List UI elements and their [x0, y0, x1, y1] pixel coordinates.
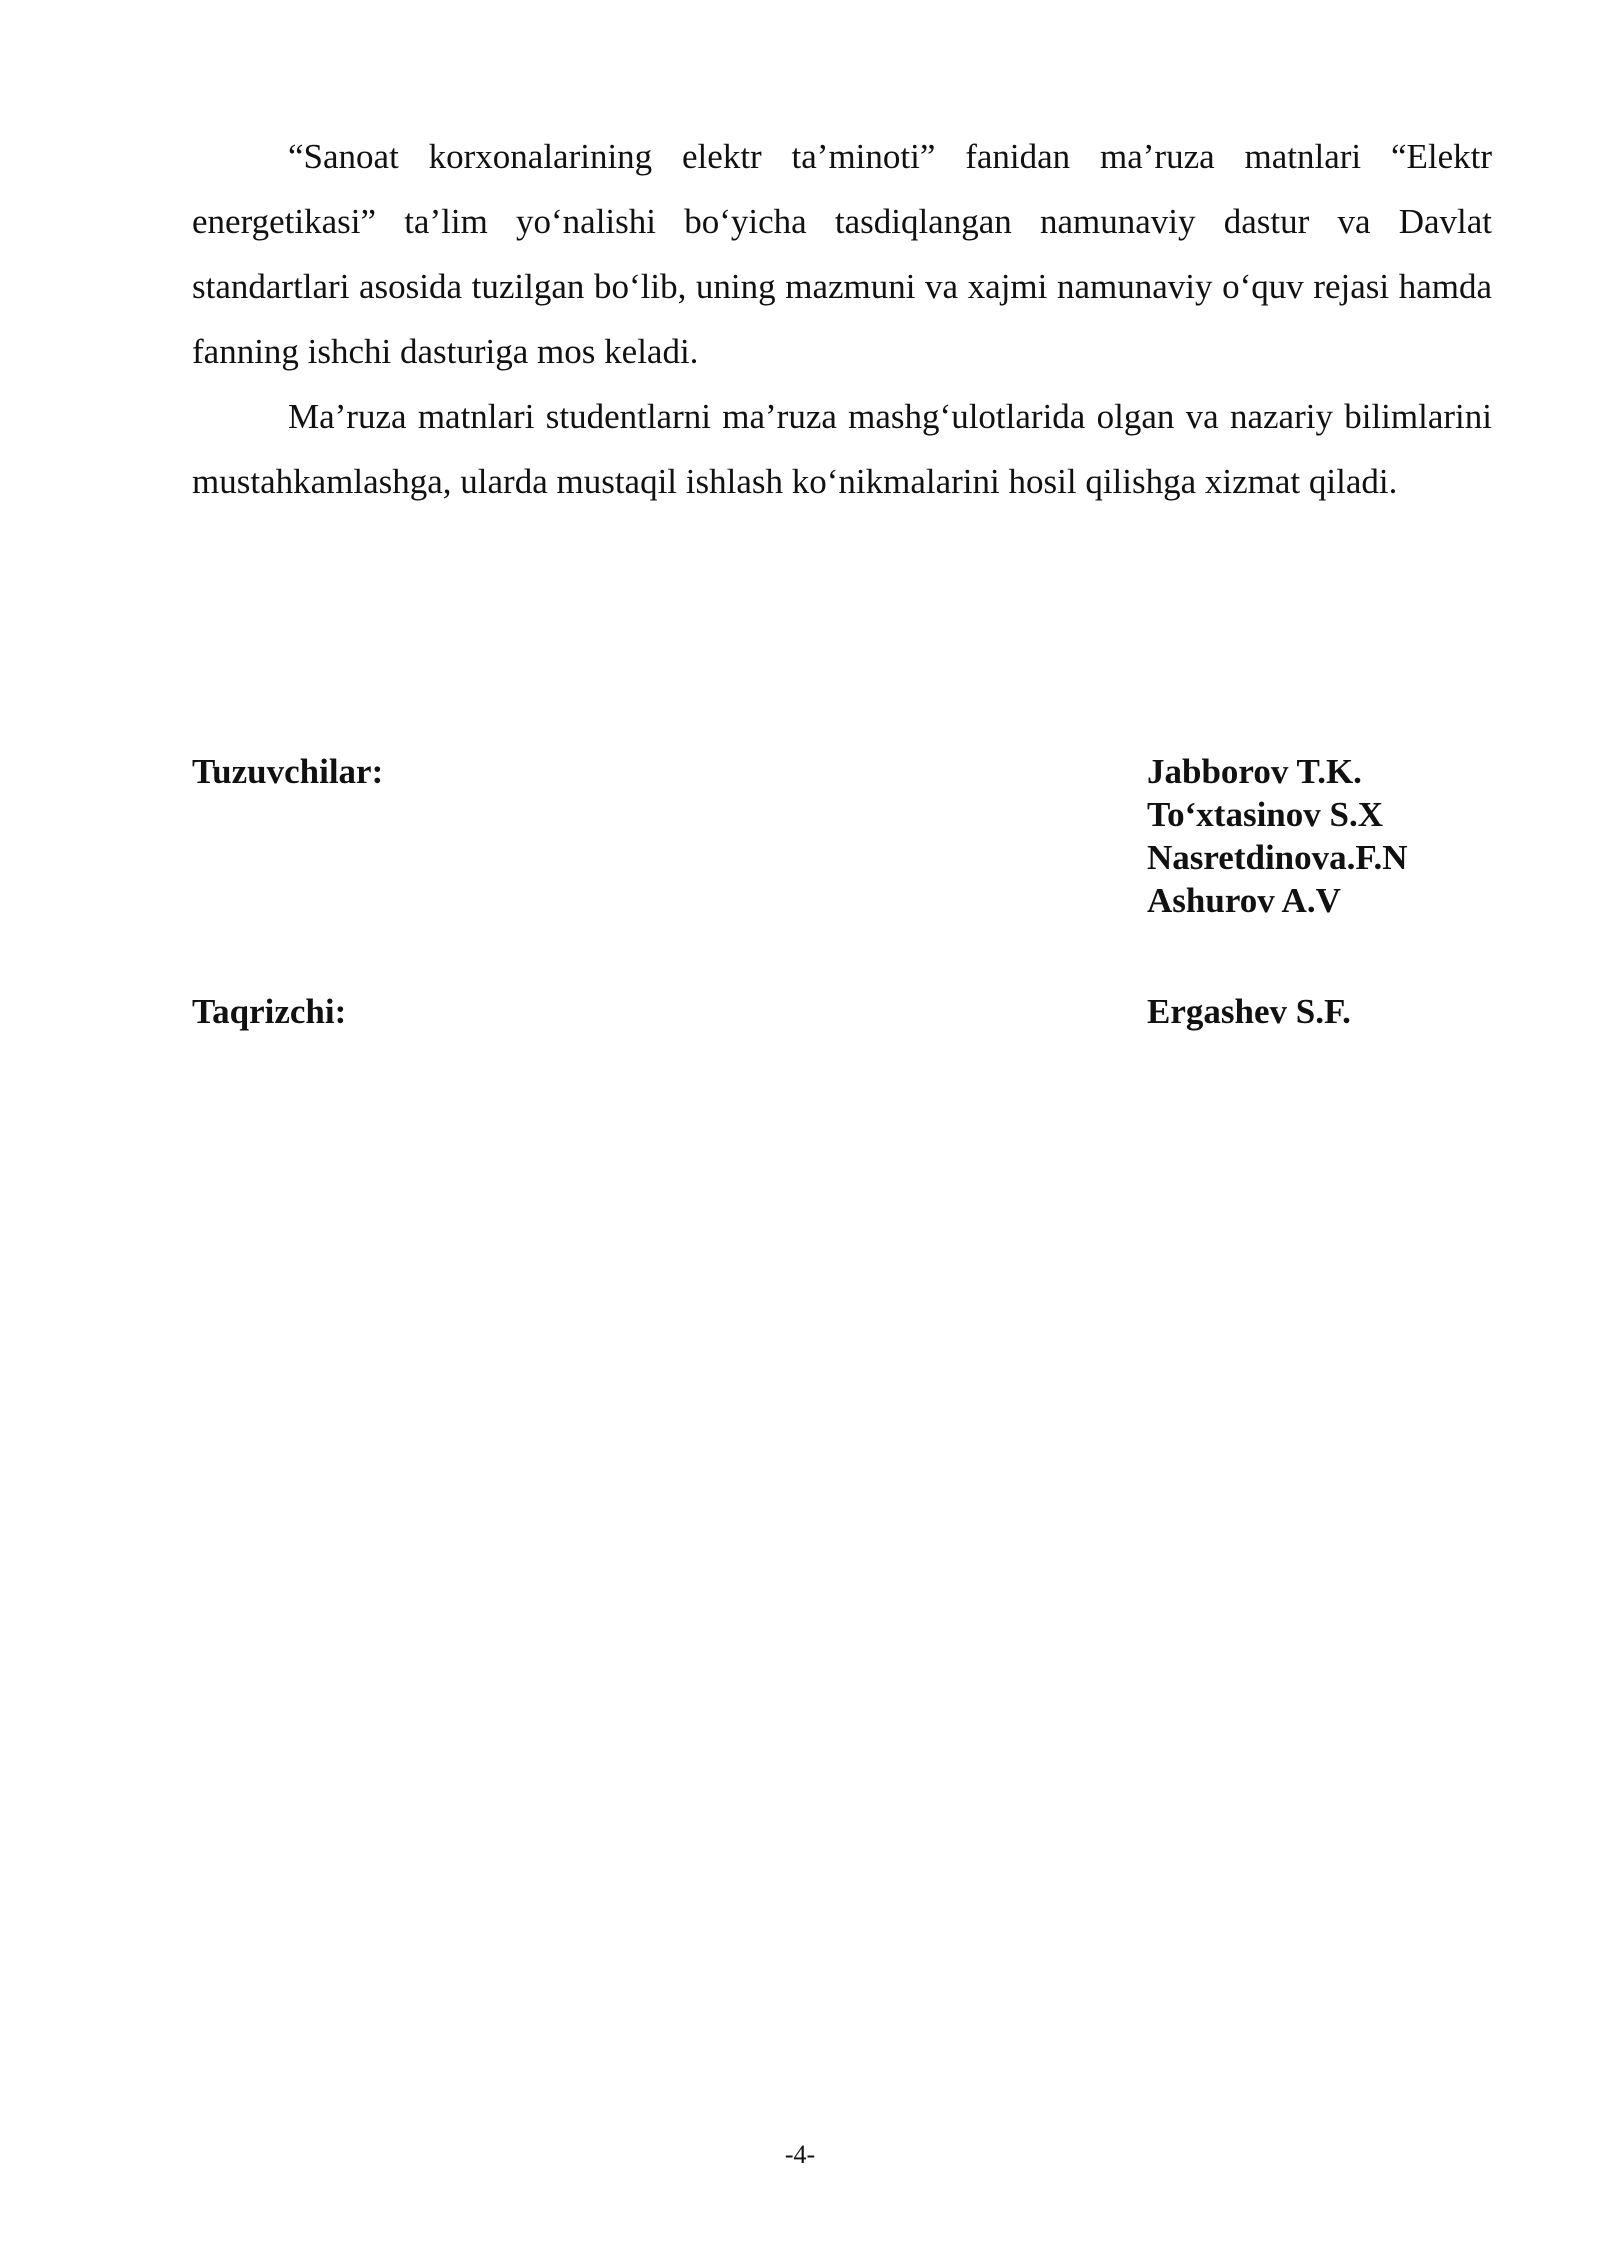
- compiler-name: Nasretdinova.F.N: [1147, 838, 1408, 877]
- page-number: -4-: [784, 2140, 816, 2169]
- compilers-names: [1147, 750, 1408, 922]
- reviewer-name: Ergashev S.F.: [1147, 992, 1351, 1031]
- body-text: [192, 124, 1492, 514]
- compiler-name: Jabborov T.K.: [1147, 752, 1362, 791]
- reviewer-names: [1147, 990, 1351, 1033]
- paragraph-intro: “Sanoat korxonalarining elektr ta’minoti” fanidan ma’ruza matnlari “Elektr energetikasi” ta’lim yo‘nalishi bo‘yicha tasdiqlangan namunaviy dastur va Davlat standartlari asosida tuzilgan bo‘lib, uning mazmuni va xajmi namunaviy o‘quv rejasi hamda fanning ishchi dasturiga mos keladi.: [192, 137, 1492, 371]
- compilers-label: Tuzuvchilar:: [192, 752, 384, 791]
- compilers-row: [192, 750, 1492, 990]
- signature-block: [192, 750, 1492, 1031]
- paragraph-purpose: Ma’ruza matnlari studentlarni ma’ruza mashg‘ulotlarida olgan va nazariy bilimlarini mustahkamlashga, ularda mustaqil ishlash ko‘nikmalarini hosil qilishga xizmat qiladi.: [192, 397, 1492, 501]
- compiler-name: To‘xtasinov S.X: [1147, 795, 1383, 834]
- compiler-name: Ashurov A.V: [1147, 881, 1341, 920]
- reviewer-label: Taqrizchi:: [192, 992, 347, 1031]
